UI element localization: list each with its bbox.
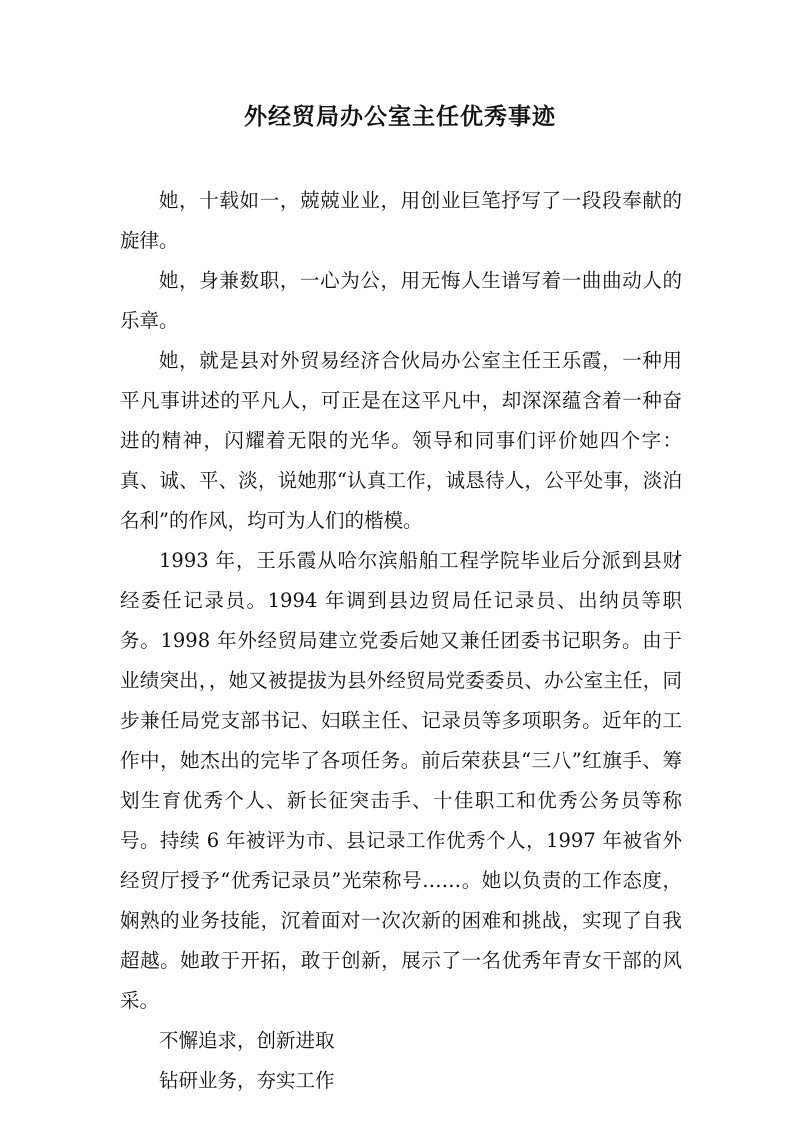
section-heading-study: 钻研业务，夯实工作 [159, 1069, 335, 1092]
paragraph-intro-1: 她，十载如一，兢兢业业，用创业巨笔抒写了一段段奉献的旋律。 [120, 189, 682, 252]
paragraph-career: 1993 年，王乐霞从哈尔滨船舶工程学院毕业后分派到县财经委任记录员。1994 年调到县边贸局任记录员、出纳员等职务。1998 年外经贸局建立党委后她又兼任团委书记职务。由于业绩突出，，她又被提拔为县外经贸局党委委员、办公室主任，同步兼任局党支部书记、妇联主任、记录员等多项职务。近年的工作中，她杰出的完毕了各项任务。前后荣获县“三八”红旗手、筹划生育优秀个人、新长征突击手、十佳职工和优秀公务员等称号。持续 6 年被评为市、县记录工作优秀个人，1997 年被省外经贸厅授予“优秀记录员”光荣称号……。她以负责的工作态度，娴熟的业务技能，沉着面对一次次新的困难和挑战，实现了自我超越。她敢于开拓，敢于创新，展示了一名优秀年青女干部的风采。 [120, 549, 682, 1012]
document-body [120, 181, 682, 1101]
document-title: 外经贸局办公室主任优秀事迹 [244, 103, 556, 130]
paragraph-intro-2: 她，身兼数职，一心为公，用无悔人生谱写着一曲曲动人的乐章。 [120, 269, 682, 332]
section-heading-pursuit: 不懈追求，创新进取 [159, 1029, 335, 1052]
paragraph-introduction: 她，就是县对外贸易经济合伙局办公室主任王乐霞，一种用平凡事讲述的平凡人，可正是在这平凡中，却深深蕴含着一种奋进的精神，闪耀着无限的光华。领导和同事们评价她四个字：真、诚、平、淡，说她那“认真工作，诚恳待人，公平处事，淡泊名利”的作风，均可为人们的楷模。 [120, 349, 682, 532]
